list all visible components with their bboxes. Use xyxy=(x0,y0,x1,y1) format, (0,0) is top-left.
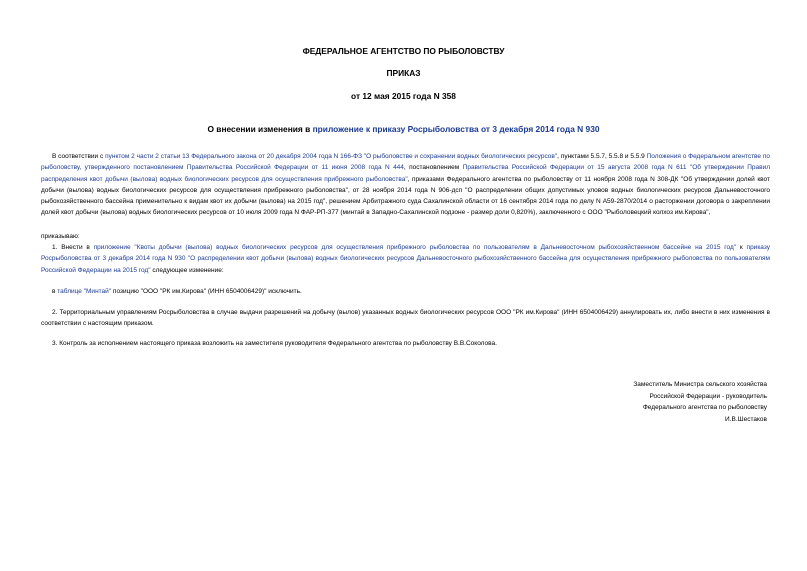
item1-sub-link-table[interactable]: таблице "Минтай" xyxy=(57,288,112,295)
signature-name: И.В.Шестаков xyxy=(725,415,767,423)
item1-text-2: к xyxy=(736,244,747,251)
signature-line-3: Федерального агентства по рыболовству xyxy=(642,404,767,411)
doc-title xyxy=(0,124,807,134)
agency-name: ФЕДЕРАЛЬНОЕ АГЕНТСТВО ПО РЫБОЛОВСТВУ xyxy=(302,46,505,56)
preamble-text-2: , пунктами 5.5.7, 5.5.8 и 5.5.9 xyxy=(557,153,647,160)
date-number: от 12 мая 2015 года N 358 xyxy=(351,91,456,101)
item-1 xyxy=(41,242,770,276)
item1-text-1: 1. Внести в xyxy=(52,244,94,251)
order-word: приказываю: xyxy=(41,233,80,240)
item-1-sub xyxy=(41,286,770,297)
item1-sub-text-2: позицию "ООО "РК им.Кирова" (ИНН 6504006429)" исключить. xyxy=(111,288,302,295)
item-2 xyxy=(41,307,770,330)
item-3 xyxy=(41,338,770,349)
preamble-text-4: , приказами Федерального агентства по рыболовству от 11 ноября 2008 года N 308-ДК "Об утверждении долей квот добычи (вылова) водных биологических ресурсов для осуществления прибрежного рыболовства", от 28 ноября 2014 года N 906-дсп "О распределении общих допустимых уловов водных биологических ресурсов Дальневосточного рыбохозяйственного бассейна применительно к видам квот их добычи (вылова) на 2015 год", решением Арбитражного суда Сахалинской области от 16 сентября 2014 года по делу N А59-2870/2014 о расторжении договора о закреплении долей квот добычи (вылова) водных биологических ресурсов от 10 июля 2009 года N ФАР-РП-377 (минтай в Западно-Сахалинской подзоне - размер доли 0,820%), заключенного с ООО "Рыболовецкий колхоз им.Кирова", xyxy=(41,175,770,217)
signature-block xyxy=(633,379,767,425)
preamble-link-rules[interactable]: Правительства Российской Федерации от 15 августа 2008 года N 611 "Об утверждении Правил распределения квот добычи (вылова) водных биологических ресурсов для осуществления прибрежного рыболовства" xyxy=(41,164,771,183)
preamble xyxy=(41,151,770,219)
preamble-link-law[interactable]: пунктом 2 части 2 статьи 13 Федерального закона от 20 декабря 2004 года N 166-ФЗ "О рыболовстве и сохранении водных биологических ресурсов" xyxy=(105,153,558,160)
item1-link-order[interactable]: приказу Росрыболовства от 3 декабря 2014 года N 930 "О распределении квот добычи (вылова) водных биологических ресурсов Дальневосточного рыбохозяйственного бассейна для осуществления прибрежного рыболовства по пользователям Российской Федерации на 2015 год" xyxy=(41,244,770,274)
item1-sub-text-1: в xyxy=(52,288,58,295)
signature-line-1: Заместитель Министра сельского хозяйства xyxy=(633,381,767,388)
preamble-text-3: , постановлением xyxy=(403,164,463,172)
preamble-link-regulation[interactable]: Положения о Федеральном агентстве по рыболовству, утвержденного постановлением Правительства Российской Федерации от 11 июня 2008 года N 444 xyxy=(41,153,771,172)
preamble-text-1: В соответствии с xyxy=(52,153,106,160)
item2-text: 2. Территориальным управлениям Росрыболовства в случае выдачи разрешений на добычу (вылов) указанных водных биологических ресурсов ООО "РК им.Кирова" (ИНН 6504006429) аннулировать их, либо внести в них изменения в соответствии с настоящим приказом. xyxy=(41,309,770,328)
title-link[interactable]: приложение к приказу Росрыболовства от 3 декабря 2014 года N 930 xyxy=(312,124,600,134)
signature-line-2: Российской Федерации - руководитель xyxy=(649,392,767,400)
doc-type: ПРИКАЗ xyxy=(386,68,421,78)
item1-text-3: следующее изменение: xyxy=(150,266,224,274)
item3-text: 3. Контроль за исполнением настоящего приказа возложить на заместителя руководителя Федерального агентства по рыболовству В.В.Соколова. xyxy=(52,340,497,347)
title-prefix: О внесении изменения в xyxy=(207,124,313,134)
item1-link-appendix[interactable]: приложение "Квоты добычи (вылова) водных биологических ресурсов для осуществления прибрежного рыболовства по пользователям в Дальневосточном рыбохозяйственном бассейне на 2015 год" xyxy=(93,244,737,251)
